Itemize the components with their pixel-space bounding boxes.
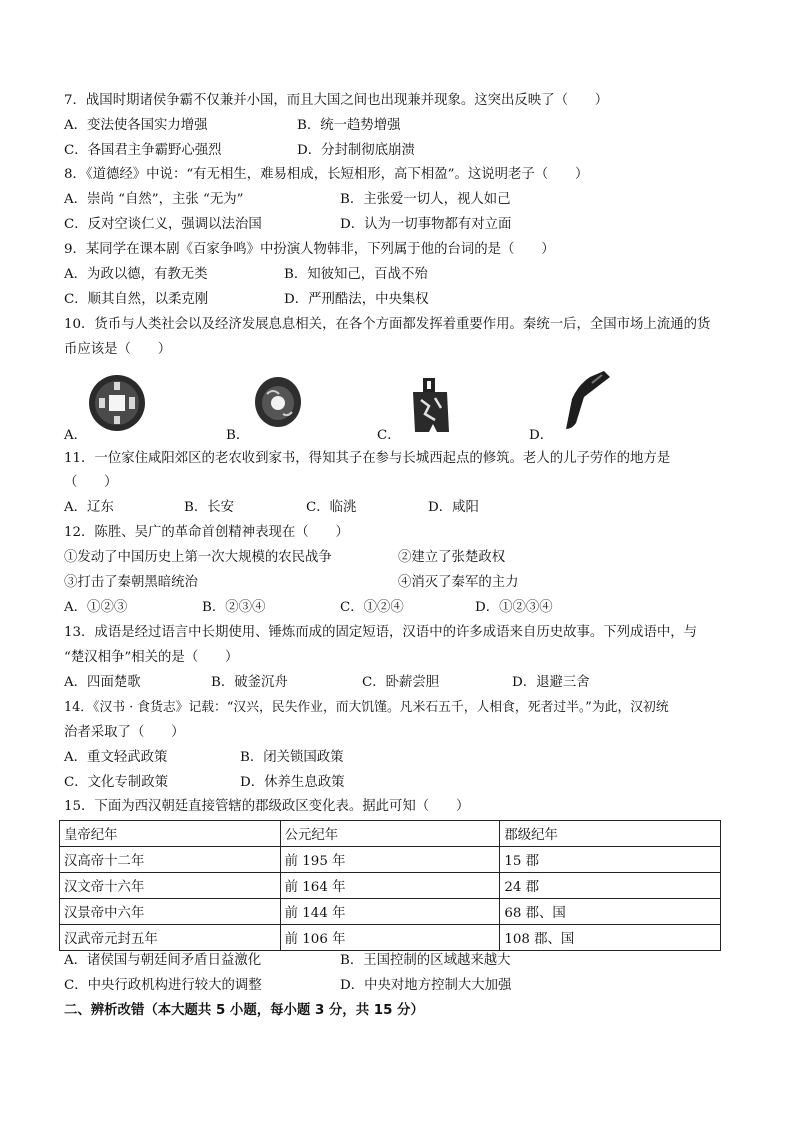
q7-stem: 7．战国时期诸侯争霸不仅兼并小国，而且大国之间也出现兼并现象。这突出反映了（ ） (64, 93, 609, 108)
q10-stem-line1: 10．货币与人类社会以及经济发展息息相关，在各个方面都发挥着重要作用。秦统一后，全国市场上流通的货 (64, 317, 711, 332)
q13-option-a: A．四面楚歌 (64, 675, 141, 690)
section-heading: 二、辨析改错（本大题共 5 小题，每小题 3 分，共 15 分） (64, 1003, 424, 1018)
q10-option-b: B． (226, 428, 250, 443)
q7-option-c: C．各国君主争霸野心强烈 (64, 143, 222, 158)
q9-option-c: C．顺其自然，以柔克刚 (64, 292, 209, 307)
q12-option-b: B．②③④ (202, 600, 266, 615)
q13-stem-line2: “楚汉相争”相关的是（ ） (64, 650, 239, 665)
q10-option-d: D． (529, 428, 554, 443)
q9-option-a: A．为政以德，有教无类 (64, 267, 208, 282)
table-cell: 68 郡、国 (500, 899, 721, 925)
q8-stem: 8．《道德经》中说：“有无相生，难易相成，长短相形，高下相盈”。这说明老子（ ） (64, 167, 589, 182)
q15-option-b: B．王国控制的区域越来越大 (340, 953, 511, 968)
q14-stem-line1: 14．《汉书 · 食货志》记载：“汉兴，民失作业，而大饥馑。凡米石五千，人相食，死者过半。”为此，汉初统 (64, 700, 669, 715)
q9-stem: 9．某同学在课本剧《百家争鸣》中扮演人物韩非，下列属于他的台词的是（ ） (64, 242, 555, 257)
table-header-row (60, 821, 721, 847)
q12-option-d: D．①②③④ (475, 600, 553, 615)
q13-option-c: C．卧薪尝胆 (362, 675, 440, 690)
q12-item-2: ②建立了张楚政权 (398, 550, 506, 565)
q12-item-4: ④消灭了秦军的主力 (398, 575, 519, 590)
q14-option-c: C．文化专制政策 (64, 775, 168, 790)
q14-option-d: D．休养生息政策 (240, 775, 345, 790)
q11-stem-line1: 11．一位家住咸阳郊区的老农收到家书，得知其子在参与长城西起点的修筑。老人的儿子劳作的地方是 (64, 451, 671, 466)
table-header-cell: 公元纪年 (280, 821, 500, 847)
q12-item-1: ①发动了中国历史上第一次大规模的农民战争 (64, 550, 332, 565)
table-cell: 108 郡、国 (500, 925, 721, 951)
q14-stem-line2: 治者采取了（ ） (64, 725, 185, 740)
q8-option-a: A．崇尚 “自然”，主张 “无为” (64, 192, 244, 207)
table-header-cell: 皇帝纪年 (60, 821, 281, 847)
q11-option-a: A．辽东 (64, 500, 114, 515)
table-cell: 汉高帝十二年 (60, 847, 281, 873)
table-row (60, 847, 721, 873)
q15-option-d: D．中央对地方控制大大加强 (340, 978, 512, 993)
q15-option-c: C．中央行政机构进行较大的调整 (64, 978, 262, 993)
q12-option-a: A．①②③ (64, 600, 128, 615)
q10-option-a: A． (64, 428, 88, 443)
table-cell: 24 郡 (500, 873, 721, 899)
q13-option-b: B．破釜沉舟 (211, 675, 288, 690)
q15-option-a: A．诸侯国与朝廷间矛盾日益激化 (64, 953, 262, 968)
q8-option-c: C．反对空谈仁义，强调以法治国 (64, 217, 262, 232)
round-coin-round-hole-icon (253, 376, 303, 428)
q7-option-b: B．统一趋势增强 (297, 118, 401, 133)
spade-coin-icon (409, 378, 451, 434)
table-row (60, 925, 721, 951)
q11-stem-line2: （ ） (64, 475, 118, 490)
q9-option-b: B．知彼知己，百战不殆 (284, 267, 428, 282)
q15-table (59, 820, 721, 951)
q10-option-c: C． (377, 428, 401, 443)
q12-item-3: ③打击了秦朝黑暗统治 (64, 575, 198, 590)
table-cell: 汉景帝中六年 (60, 899, 281, 925)
table-row (60, 899, 721, 925)
q11-option-d: D．咸阳 (428, 500, 479, 515)
q14-option-b: B．闭关锁国政策 (240, 750, 344, 765)
q10-stem-line2: 币应该是（ ） (64, 342, 172, 357)
table-cell: 前 106 年 (280, 925, 500, 951)
knife-coin-icon (564, 369, 614, 431)
table-header-cell: 郡级纪年 (500, 821, 721, 847)
q11-option-b: B．长安 (184, 500, 235, 515)
q8-option-b: B．主张爱一切人，视人如己 (340, 192, 511, 207)
q8-option-d: D．认为一切事物都有对立面 (340, 217, 512, 232)
q7-option-d: D．分封制彻底崩溃 (297, 143, 415, 158)
table-cell: 汉文帝十六年 (60, 873, 281, 899)
q13-option-d: D．退避三舍 (512, 675, 590, 690)
table-cell: 15 郡 (500, 847, 721, 873)
q11-option-c: C．临洮 (306, 500, 357, 515)
q14-option-a: A．重文轻武政策 (64, 750, 168, 765)
table-cell: 前 144 年 (280, 899, 500, 925)
round-coin-square-hole-icon (87, 373, 147, 433)
table-cell: 前 195 年 (280, 847, 500, 873)
q7-option-a: A．变法使各国实力增强 (64, 118, 208, 133)
q12-option-c: C．①②④ (340, 600, 404, 615)
table-cell: 汉武帝元封五年 (60, 925, 281, 951)
q15-stem: 15．下面为西汉朝廷直接管辖的郡级政区变化表。据此可知（ ） (64, 799, 470, 814)
table-cell: 前 164 年 (280, 873, 500, 899)
q13-stem-line1: 13．成语是经过语言中长期使用、锤炼而成的固定短语，汉语中的许多成语来自历史故事。下列成语中，与 (64, 625, 698, 640)
q9-option-d: D．严刑酷法，中央集权 (284, 292, 429, 307)
table-row (60, 873, 721, 899)
q12-stem: 12．陈胜、吴广的革命首创精神表现在（ ） (64, 525, 349, 540)
